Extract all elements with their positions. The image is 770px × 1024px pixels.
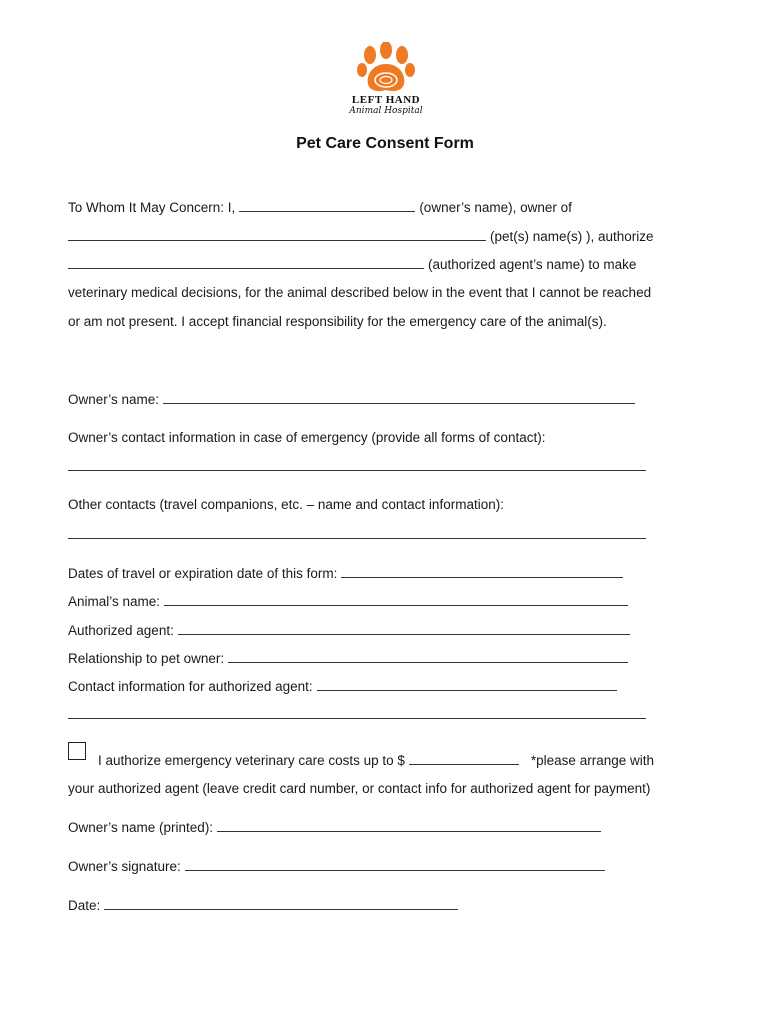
field-label: Owner’s name (printed): — [68, 820, 214, 835]
agent-contact-row-2 — [68, 706, 650, 722]
authorize-text: I authorize emergency veterinary care costs up to $ — [98, 753, 405, 768]
agent-row — [68, 622, 634, 638]
animal-name-row — [68, 593, 632, 609]
intro-text: (pet(s) name(s) ), authorize — [490, 229, 654, 244]
pet-names-blank[interactable] — [68, 228, 486, 241]
agent-contact-field-2[interactable] — [68, 706, 646, 719]
owner-name-blank[interactable] — [239, 199, 415, 212]
field-label: Date: — [68, 898, 101, 913]
relationship-row — [68, 650, 632, 666]
signature-row — [68, 858, 609, 874]
owner-name-row — [68, 391, 639, 407]
field-label: Relationship to pet owner: — [68, 651, 225, 666]
intro-line-1 — [68, 199, 572, 215]
authorize-checkbox[interactable] — [68, 742, 86, 760]
intro-line-2 — [68, 228, 654, 244]
intro-line-3 — [68, 256, 636, 272]
printed-name-row — [68, 819, 605, 835]
intro-text: (owner’s name), owner of — [419, 200, 572, 215]
field-label: Authorized agent: — [68, 623, 174, 638]
other-contacts-label: Other contacts (travel companions, etc. – name and contact information): — [68, 497, 504, 512]
owner-contact-row — [68, 458, 650, 474]
owner-name-field[interactable] — [163, 391, 635, 404]
relationship-field[interactable] — [228, 650, 628, 663]
owner-contact-label: Owner’s contact information in case of emergency (provide all forms of contact): — [68, 430, 546, 445]
animal-name-field[interactable] — [164, 593, 628, 606]
dates-field[interactable] — [341, 565, 623, 578]
agent-contact-row — [68, 678, 621, 694]
logo-brand-text: LEFT HAND — [351, 94, 421, 106]
agent-contact-field[interactable] — [317, 678, 617, 691]
field-label: Contact information for authorized agent: — [68, 679, 313, 694]
intro-line-5: or am not present. I accept financial responsibility for the emergency care of the animal(s). — [68, 314, 607, 329]
field-label: Owner’s name: — [68, 392, 160, 407]
hospital-logo — [336, 42, 436, 126]
field-label: Owner’s signature: — [68, 859, 181, 874]
agent-field[interactable] — [178, 622, 630, 635]
authorize-row — [98, 752, 654, 768]
logo-subtitle-text: Animal Hospital — [349, 106, 423, 116]
agent-name-blank[interactable] — [68, 256, 424, 269]
date-field[interactable] — [104, 897, 458, 910]
form-title: Pet Care Consent Form — [296, 135, 474, 152]
cost-limit-field[interactable] — [409, 752, 519, 765]
intro-text: (authorized agent’s name) to make — [428, 257, 637, 272]
printed-name-field[interactable] — [217, 819, 601, 832]
intro-text: To Whom It May Concern: I, — [68, 200, 236, 215]
date-row — [68, 897, 462, 913]
authorize-note: *please arrange with — [530, 753, 654, 768]
owner-contact-field[interactable] — [68, 458, 646, 471]
field-label: Animal’s name: — [68, 594, 161, 609]
signature-field[interactable] — [185, 858, 605, 871]
authorize-line-2: your authorized agent (leave credit card number, or contact info for authorized agent for payment) — [68, 781, 651, 796]
intro-line-4: veterinary medical decisions, for the animal described below in the event that I cannot be reached — [68, 285, 652, 300]
other-contacts-row — [68, 526, 650, 542]
dates-row — [68, 565, 627, 581]
paw-print-icon — [336, 42, 436, 94]
other-contacts-field[interactable] — [68, 526, 646, 539]
field-label: Dates of travel or expiration date of this form: — [68, 566, 338, 581]
